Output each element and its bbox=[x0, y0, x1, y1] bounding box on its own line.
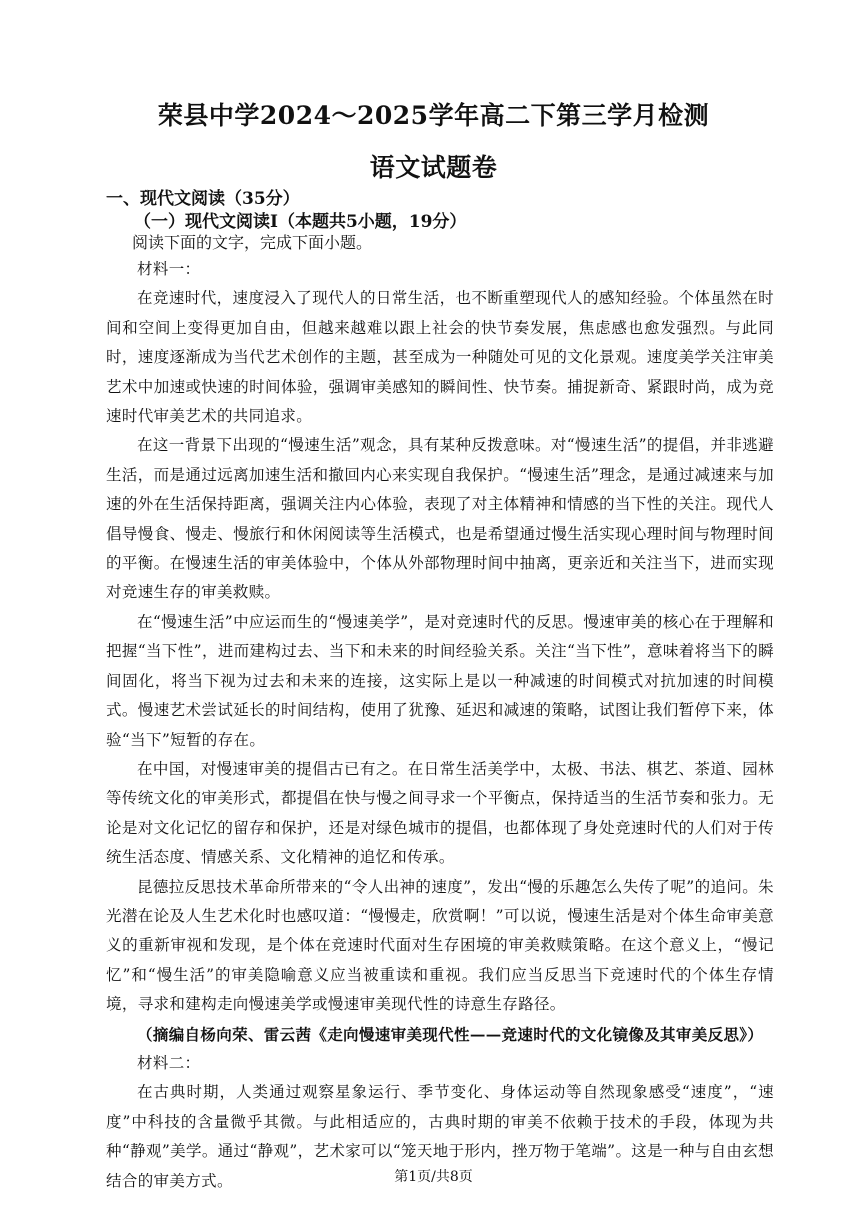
subsection-heading: （一）现代文阅读Ⅰ（本题共5小题，19分） bbox=[134, 212, 467, 232]
section-heading: 一、现代文阅读（35分） bbox=[106, 189, 300, 209]
material-1-paragraph: 在“慢速生活”中应运而生的“慢速美学”，是对竞速时代的反思。慢速审美的核心在于理解和把握“当下性”，进而建构过去、当下和未来的时间经验关系。关注“当下性”，意味着将当下的瞬间固化，将当下视为过去和未来的连接，这实际上是以一种减速的时间模式对抗加速的时间模式。慢速艺术尝试延长的时间结构，使用了犹豫、延迟和减速的策略，试图让我们暂停下来，体验“当下”短暂的存在。 bbox=[106, 612, 774, 749]
reading-passage bbox=[106, 255, 774, 1196]
instruction-text: 阅读下面的文字，完成下面小题。 bbox=[132, 233, 373, 252]
page-indicator: 第1页/共8页 bbox=[394, 1169, 473, 1185]
material-1-paragraph: 在中国，对慢速审美的提倡古已有之。在日常生活美学中，太极、书法、棋艺、茶道、园林等传统文化的审美形式，都提倡在快与慢之间寻求一个平衡点，保持适当的生活节奏和张力。无论是对文化记忆的留存和保护，还是对绿色城市的提倡，也都体现了身处竞速时代的人们对于传统生活态度、情感关系、文化精神的追忆和传承。 bbox=[106, 759, 774, 867]
exam-title: 荣县中学2024～2025学年高二下第三学月检测 bbox=[157, 101, 710, 130]
material-2-paragraph: 在古典时期，人类通过观察星象运行、季节变化、身体运动等自然现象感受“速度”，“速度”中科技的含量微乎其微。与此相适应的，古典时期的审美不依赖于技术的手段，体现为共种“静观”美学。通过“静观”，艺术家可以“笼天地于形内，挫万物于笔端”。这是一种与自由玄想结合的审美方式。 bbox=[106, 1083, 774, 1190]
material-2-label: 材料二： bbox=[137, 1053, 201, 1072]
material-1-label: 材料一： bbox=[137, 260, 201, 278]
material-1-paragraph: 在竞速时代，速度浸入了现代人的日常生活，也不断重塑现代人的感知经验。个体虽然在时间和空间上变得更加自由，但越来越难以跟上社会的快节奏发展，焦虑感也愈发强烈。与此同时，速度逐渐成为当代艺术创作的主题，甚至成为一种随处可见的文化景观。速度美学关注审美艺术中加速或快速的时间体验，强调审美感知的瞬间性、快节奏。捕捉新奇、紧跟时尚，成为竞速时代审美艺术的共同追求。 bbox=[106, 289, 774, 426]
material-1-paragraph: 昆德拉反思技术革命所带来的“令人出神的速度”，发出“慢的乐趣怎么失传了呢”的追问。朱光潜在论及人生艺术化时也感叹道：“慢慢走，欣赏啊！”可以说，慢速生活是对个体生命审美意义的重新审视和发现，是个体在竞速时代面对生存困境的审美救赎策略。在这个意义上，“慢记忆”和“慢生活”的审美隐喻意义应当被重读和重视。我们应当反思当下竞速时代的个体生存情境，寻求和建构走向慢速美学或慢速审美现代性的诗意生存路径。 bbox=[106, 877, 774, 1014]
material-1-source: （摘编自杨向荣、雷云茜《走向慢速审美现代性——竞速时代的文化镜像及其审美反思》） bbox=[137, 1024, 764, 1044]
material-1-paragraph: 在这一背景下出现的“慢速生活”观念，具有某种反拨意味。对“慢速生活”的提倡，并非逃避生活，而是通过远离加速生活和撤回内心来实现自我保护。“慢速生活”理念，是通过减速来与加速的外在生活保持距离，强调关注内心体验，表现了对主体精神和情感的当下性的关注。现代人倡导慢食、慢走、慢旅行和休闲阅读等生活模式，也是希望通过慢生活实现心理时间与物理时间的平衡。在慢速生活的审美体验中，个体从外部物理时间中抽离，更亲近和关注当下，进而实现对竞速生存的审美救赎。 bbox=[106, 436, 774, 602]
exam-subtitle: 语文试题卷 bbox=[369, 153, 498, 182]
